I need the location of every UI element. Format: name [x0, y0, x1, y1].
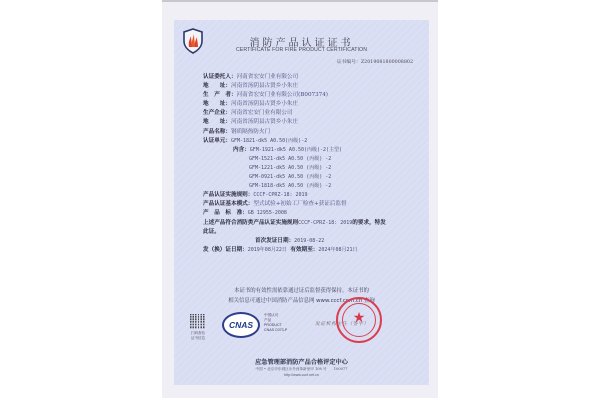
manufacturer-address-label: 地 址：: [203, 101, 231, 108]
cnas-line-1: 中国认可: [264, 313, 279, 317]
unit-label: 认证单元：: [203, 137, 231, 144]
contains-item: GFM-0921-dk5 A0.50 (丙级) -2: [249, 174, 332, 181]
applicant-row: [203, 73, 418, 82]
contains-row: [203, 173, 418, 182]
organization-website[interactable]: http://www.cccf.net.cn: [284, 373, 319, 377]
cert-no-value: Z2019081800008802: [360, 60, 413, 65]
product-name-row: [203, 128, 418, 137]
issue-valid-row: [203, 246, 418, 255]
product-name-label: 产品名称：: [203, 128, 231, 135]
organization-address: 中国 • 北京市东城区永外西革新里甲 108 号 100077: [255, 367, 348, 371]
applicant-label: 认证委托人：: [203, 74, 237, 80]
manufacturer-address-value: 河南省汤阴县古贤乡小朱庄: [230, 101, 299, 108]
qr-caption-line-1: 扫码查验: [191, 331, 205, 335]
contains-row: [203, 155, 418, 164]
first-issue-value: 2019-08-22: [294, 237, 325, 244]
rules-label: 产品认证实施规则：: [203, 192, 254, 199]
first-issue-label: 首次发证日期：: [255, 237, 295, 244]
statement-row: [203, 219, 418, 228]
factory-address-value: 河南省汤阴县古贤乡小朱庄: [230, 119, 299, 126]
issuing-organization: 应急管理部消防产品合格评定中心: [255, 359, 348, 366]
mode-label: 产品认证基本模式：: [203, 201, 254, 208]
applicant-value: 河南省宏安门业有限公司: [236, 74, 299, 80]
rules-row: [203, 191, 418, 200]
certificate-body: [203, 73, 418, 255]
mode-value: 型式试验+初始工厂检查+获证后监督: [253, 201, 347, 208]
official-seal-icon: [336, 297, 382, 343]
certificate-title: 消防产品认证证书: [249, 38, 354, 49]
manufacturer-value: 河南省宏安门业有限公司(B007374): [236, 92, 328, 99]
qr-caption: [186, 331, 210, 340]
cnas-logo-icon: [222, 312, 260, 338]
mode-row: [203, 200, 418, 209]
cnas-line-3: PRODUCT: [264, 323, 282, 327]
statement-text-d: 此证。: [203, 228, 220, 235]
certificate-panel: [174, 20, 429, 385]
certificate-card: [162, 2, 438, 398]
standard-label: 产 品 标 准：: [203, 210, 248, 217]
factory-address-label: 地 址：: [203, 119, 231, 126]
notice-line-1: 本证书的有效性需依靠通过证后监督获得保持。本证书的: [234, 288, 369, 294]
contains-item: GFM-1921-dk5 A0.50(丙级)-2(主型): [249, 146, 343, 153]
unit-row: [203, 137, 418, 146]
valid-until-value: 2024年08月21日: [318, 246, 358, 253]
applicant-address-label: 地 址：: [203, 83, 231, 90]
statement-rules: CCCF-CPRZ-18: 2019: [298, 219, 353, 226]
cnas-logo-text: CNAS: [228, 320, 254, 330]
statement-text-c: 的要求，特发: [352, 219, 386, 226]
cert-no-label: 证书编号：: [336, 60, 361, 65]
seal-star-icon: ★: [352, 310, 366, 326]
standard-row: [203, 209, 418, 218]
manufacturer-address-row: [203, 100, 418, 109]
validity-notice: [174, 286, 429, 306]
applicant-address-value: 河南省汤阴县古贤乡小朱庄: [230, 83, 299, 90]
standard-value: GB 12955-2008: [247, 210, 287, 217]
contains-row: [203, 164, 418, 173]
first-issue-row: [203, 237, 418, 246]
contains-item: GFM-1221-dk5 A0.50 (丙级) -2: [249, 164, 332, 171]
factory-row: [203, 109, 418, 118]
qr-caption-line-2: 证书信息: [191, 335, 205, 340]
contains-row: [203, 182, 418, 191]
factory-label: 生产企业：: [203, 110, 231, 117]
product-name-value: 钢质隔热防火门: [230, 128, 271, 135]
statement-row-2: [203, 228, 418, 237]
statement-text-a: 上述产品符合消防类产品认证实施规则: [203, 219, 299, 226]
contains-label: 内含：: [233, 146, 250, 153]
director-signature: 发证机构主任（签字）: [315, 322, 369, 327]
rules-value: CCCF-CPRZ-18: 2019: [253, 192, 308, 199]
factory-value: 河南省宏安门业有限公司: [230, 110, 293, 117]
manufacturer-label: 生 产 者：: [203, 92, 237, 99]
unit-value: GFM-1821-dk5 A0.50(丙级)-2: [230, 137, 308, 144]
certificate-number: [337, 58, 413, 65]
factory-address-row: [203, 118, 418, 127]
cnas-line-4: CNAS C073-P: [264, 328, 288, 332]
certificate-subtitle: CERTIFICATE FOR FIRE PRODUCT CERTIFICATION: [235, 47, 368, 53]
issue-date-label: 发（换）证日期：: [203, 246, 248, 253]
manufacturer-row: [203, 91, 418, 100]
notice-line-2: 相关信息可通过中国消防产品信息网 www.cccf.com.cn 查询: [228, 298, 375, 304]
cnas-line-2: 产品: [264, 318, 272, 322]
valid-until-label: 有效期至：: [290, 246, 319, 253]
applicant-address-row: [203, 82, 418, 91]
contains-item: GFM-1818-dk5 A0.50 (丙级) -2: [249, 183, 332, 190]
contains-row: [203, 146, 418, 155]
qr-code[interactable]: [190, 314, 205, 329]
cnas-accreditation-info: [264, 313, 287, 333]
contains-item: GFM-1521-dk5 A0.50 (丙级) -2: [249, 155, 332, 162]
issue-date-value: 2019年08月22日: [247, 246, 287, 253]
